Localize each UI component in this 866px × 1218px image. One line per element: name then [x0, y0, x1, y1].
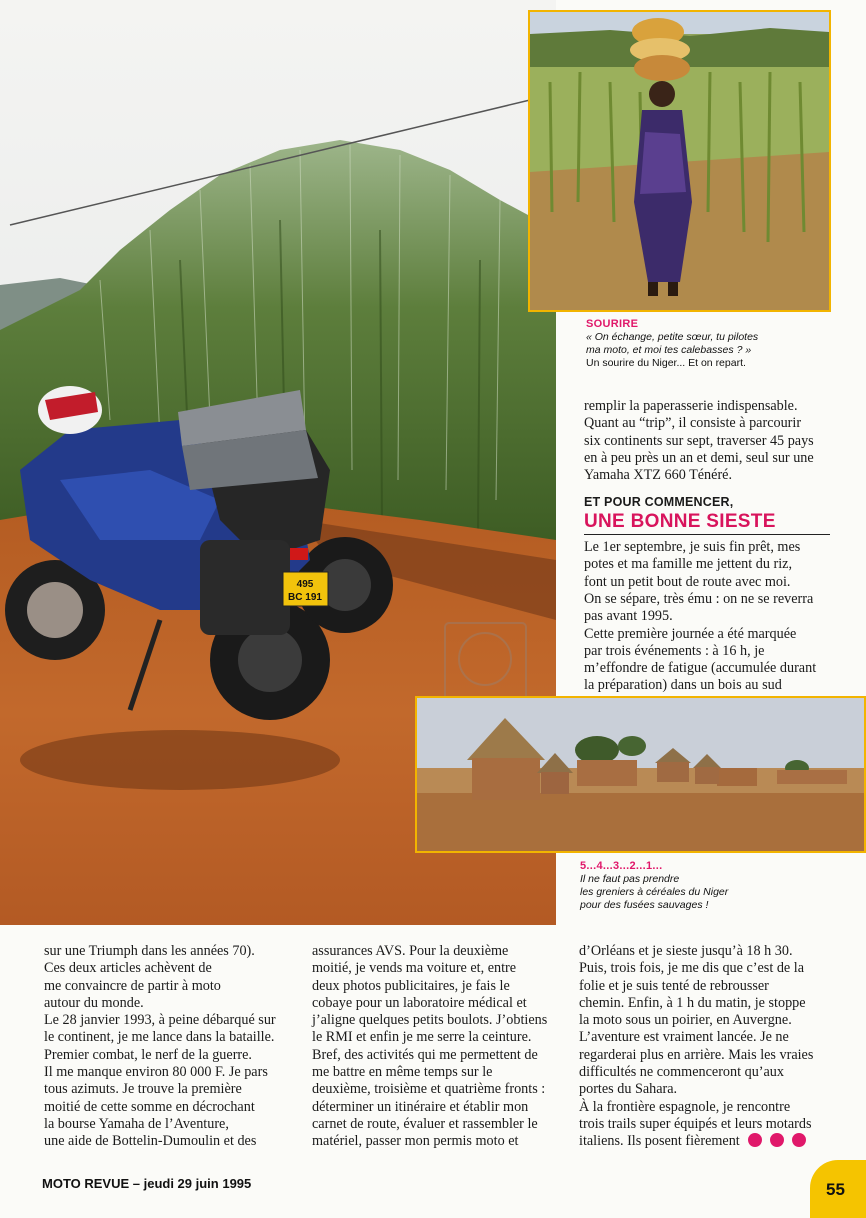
text-line: carnet de route, évaluer et rassembler le [312, 1115, 538, 1132]
caption-heading: 5...4...3...2...1... [580, 860, 663, 872]
text-line: matériel, passer mon permis moto et [312, 1133, 519, 1150]
text-line: cobaye pour un laboratoire médical et [312, 994, 527, 1011]
caption-line: « On échange, petite sœur, tu pilotes [586, 331, 759, 343]
text-line: en à peu près un an et demi, seul sur une [584, 449, 814, 466]
end-dot-icon [792, 1133, 806, 1147]
text-line: difficultés ne commenceront qu’aux [579, 1064, 784, 1081]
text-line: m’effondre de fatigue (accumulée durant [584, 660, 817, 677]
text-line: Il me manque environ 80 000 F. Je pars [44, 1064, 268, 1081]
text-line: six continents sur sept, traverser 45 pays [584, 432, 814, 449]
text-line: Cette première journée a été marquée [584, 625, 797, 642]
last-text-line [579, 1133, 826, 1150]
section-rule [584, 534, 830, 535]
right-column-text [584, 398, 830, 695]
text-line: regarderai plus en arrière. Mais les vraies [579, 1046, 814, 1063]
text-line: une aide de Bottelin-Dumoulin et des [44, 1133, 257, 1150]
text-line: Premier combat, le nerf de la guerre. [44, 1046, 252, 1063]
text-line: Le 1er septembre, je suis fin prêt, mes [584, 539, 801, 556]
text-line: Puis, trois fois, je me dis que c’est de la [579, 960, 804, 977]
text-line: autour du monde. [44, 994, 144, 1011]
subhead-small: ET POUR COMMENCER, [584, 495, 734, 510]
text-line: deux photos publicitaires, je fais le [312, 977, 510, 994]
page-number: 55 [826, 1180, 845, 1199]
text-line: moitié de cette somme en décrochant [44, 1098, 255, 1115]
text-line: d’Orléans et je sieste jusqu’à 18 h 30. [579, 943, 793, 959]
text-line: déterminer un itinéraire et établir mon [312, 1098, 529, 1115]
bottom-column-1 [44, 943, 286, 1151]
photo-girl-with-calabashes [528, 10, 831, 312]
text-line: Bref, des activités qui me permettent de [312, 1046, 538, 1063]
caption-line: Un sourire du Niger... Et on repart. [586, 357, 746, 369]
text-line: me battre en même temps sur le [312, 1064, 493, 1081]
text-line: la bourse Yamaha de l’Aventure, [44, 1115, 229, 1132]
text-line: chemin. Enfin, à 1 h du matin, je stoppe [579, 994, 806, 1011]
text-line: le RMI et enfin je me serre la ceinture. [312, 1029, 532, 1046]
photo-granaries [415, 696, 866, 853]
text-line: j’aligne quelques petits boulots. J’obtiens [312, 1012, 548, 1029]
text-line: sur une Triumph dans les années 70). [44, 943, 255, 959]
watermark-stamp [443, 621, 528, 703]
end-dot-icon [748, 1133, 762, 1147]
text-line: L’aventure est vraiment lancée. Je ne [579, 1029, 789, 1046]
text-line: me convaincre de partir à moto [44, 977, 221, 994]
svg-text:495: 495 [296, 579, 314, 590]
text-line: la moto sous un poirier, en Auvergne. [579, 1012, 792, 1029]
text-line: la préparation) dans un bois au sud [584, 677, 782, 694]
caption-line: ma moto, et moi tes calebasses ? » [586, 344, 752, 356]
text-line: par trois événements : à 16 h, je [584, 642, 765, 659]
text-line: folie et je suis tenté de rebrousser [579, 977, 769, 994]
caption-line: Il ne faut pas prendre [580, 873, 680, 885]
text-line: assurances AVS. Pour la deuxième [312, 943, 509, 959]
caption-line: les greniers à céréales du Niger [580, 886, 729, 898]
text-line: pas avant 1995. [584, 608, 673, 625]
bottom-column-2 [312, 943, 556, 1151]
text-line: Le 28 janvier 1993, à peine débarqué sur [44, 1012, 276, 1029]
text-line: italiens. Ils posent fièrement [579, 1133, 740, 1150]
footer-publication: MOTO REVUE – jeudi 29 juin 1995 [42, 1176, 252, 1191]
svg-text:BC 191: BC 191 [288, 592, 322, 603]
text-line: le continent, je me lance dans la bataille. [44, 1029, 275, 1046]
caption-middle [580, 860, 728, 912]
text-line: deuxième, troisième et quatrième fronts : [312, 1081, 546, 1098]
text-line: À la frontière espagnole, je rencontre [579, 1098, 791, 1115]
text-line: font un petit bout de route avec moi. [584, 573, 791, 590]
text-line: On se sépare, très ému : on ne se reverra [584, 590, 814, 607]
page-number-tab [810, 1160, 866, 1218]
caption-line: pour des fusées sauvages ! [580, 899, 709, 911]
text-line: Yamaha XTZ 660 Ténéré. [584, 467, 733, 484]
caption-heading: SOURIRE [586, 318, 639, 330]
text-line: remplir la paperasserie indispensable. [584, 398, 798, 414]
text-line: Ces deux articles achèvent de [44, 960, 212, 977]
text-line: potes et ma famille me jettent du riz, [584, 556, 793, 573]
text-line: portes du Sahara. [579, 1081, 678, 1098]
end-dot-icon [770, 1133, 784, 1147]
bottom-column-3 [579, 943, 826, 1151]
caption-top [586, 318, 758, 370]
subhead-big: UNE BONNE SIESTE [584, 510, 776, 532]
text-line: Quant au “trip”, il consiste à parcourir [584, 415, 802, 432]
text-line: moitié, je vends ma voiture et, entre [312, 960, 517, 977]
text-line: tous azimuts. Je trouve la première [44, 1081, 242, 1098]
text-line: trois trails super équipés et leurs motards [579, 1115, 812, 1132]
